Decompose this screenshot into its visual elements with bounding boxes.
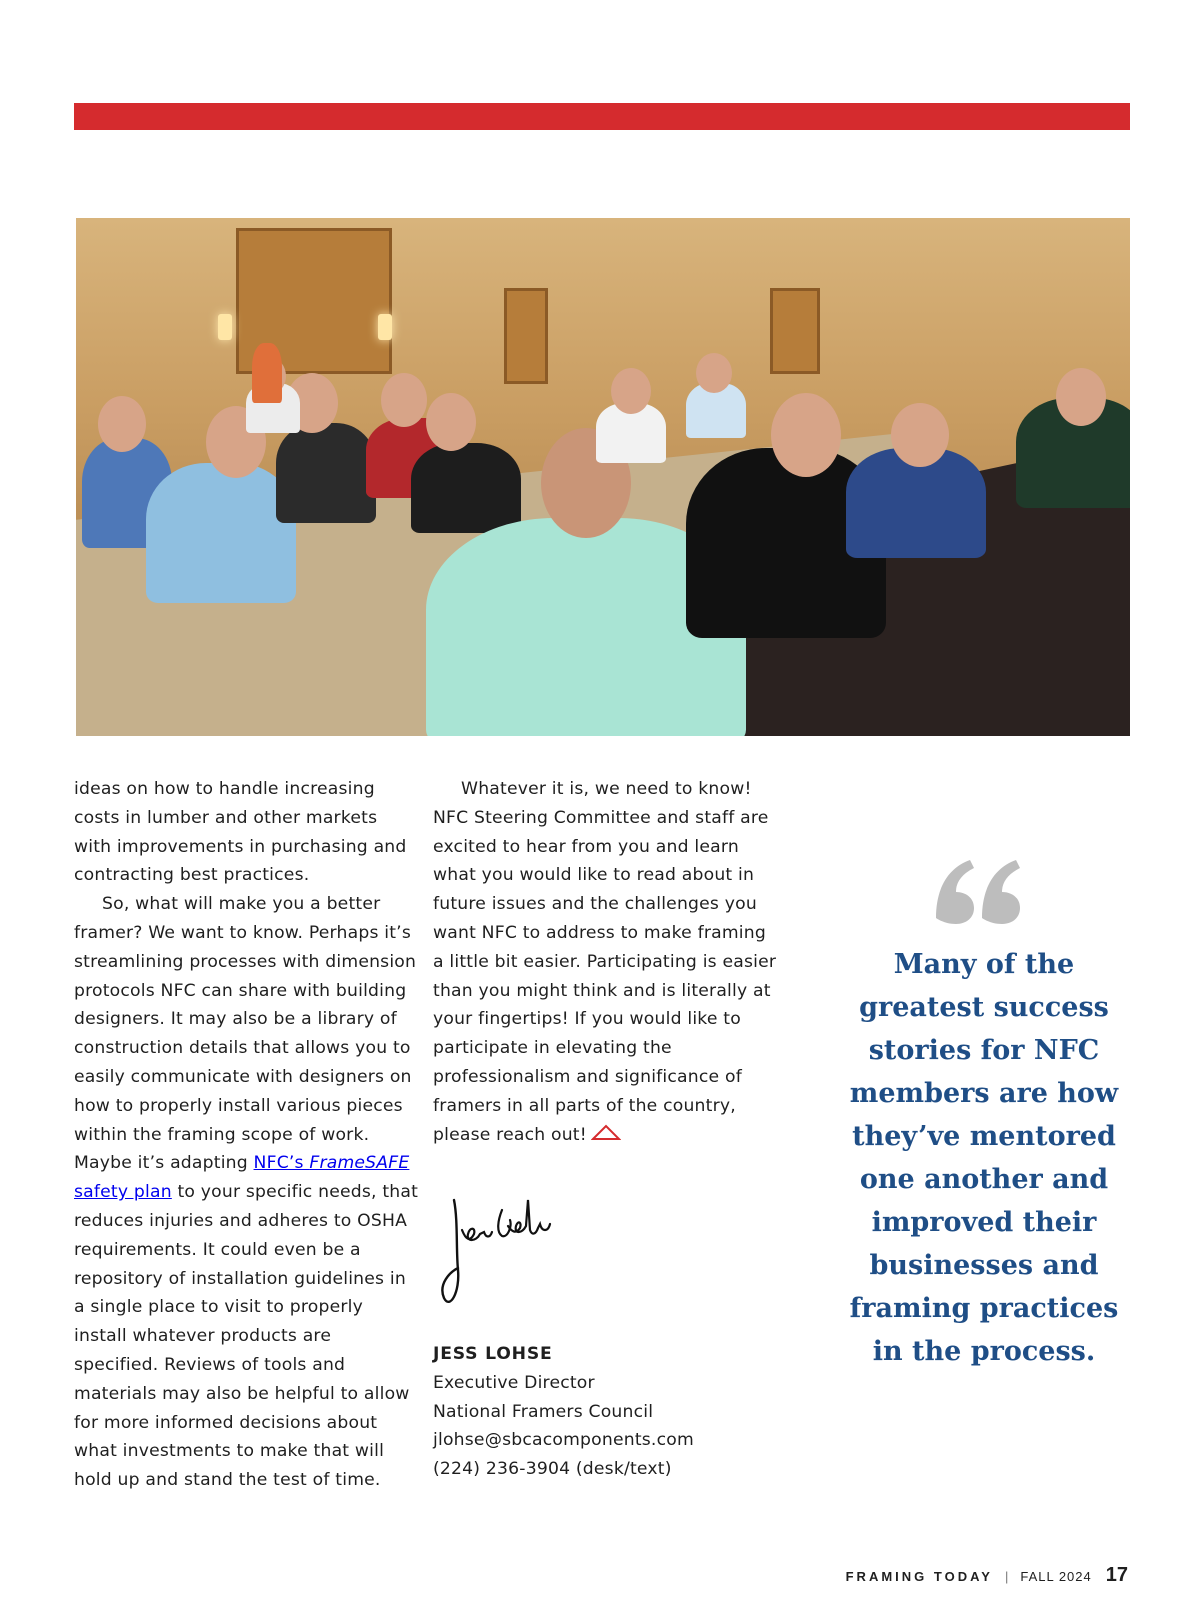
photo-door: [504, 288, 548, 384]
author-name: JESS LOHSE: [433, 1344, 553, 1364]
handwritten-signature: [440, 1180, 560, 1320]
footer-separator: |: [1004, 1569, 1009, 1584]
left-paragraph-2-text: So, what will make you a better framer? We want to know. Perhaps it’s streamlining processes with dimension protocols NFC can share with building designers. It may also be a library of construction details that allows you to easily communicate with designers on how to properly install various pieces within the framing scope of work. Maybe it’s adapting: [74, 894, 417, 1174]
photo-person: [98, 396, 146, 452]
middle-text-column: [433, 775, 778, 1149]
photo-person: [426, 393, 476, 451]
left-paragraph-2: [74, 890, 419, 1495]
left-paragraph-1: ideas on how to handle increasing costs in lumber and other markets with improvements in purchasing and contracting best practices.: [74, 779, 407, 886]
framesafe-link-italic: FrameSAFE: [309, 1153, 410, 1174]
pull-quote: Many of the greatest success stories for NFC members are how they’ve mentored one another and improved their businesses and framing practices in the process.: [849, 949, 1119, 1367]
photo-person: [146, 463, 296, 603]
photo-person: [411, 443, 521, 533]
photo-person: [276, 423, 376, 523]
triangle-end-mark-icon: [591, 1123, 621, 1141]
photo-person: [696, 353, 732, 393]
left-text-column: [74, 775, 419, 1495]
middle-paragraph-1-text: Whatever it is, we need to know! NFC Steering Committee and staff are excited to hear from you and learn what you would like to read about in future issues and the challenges you want NFC to address to make framing a little bit easier. Participating is easier than you might think and is literally at your fingertips! If you would like to participate in elevating the professionalism and significance of framers in all parts of the country, please reach out!: [433, 779, 777, 1145]
photo-wall-lamp: [378, 314, 392, 340]
framesafe-link-part1: NFC’s: [253, 1153, 310, 1174]
photo-person: [252, 343, 282, 403]
quote-mark-icon: [934, 858, 1024, 928]
author-organization: National Framers Council: [433, 1401, 654, 1422]
left-paragraph-2-tail: to your specific needs, that reduces injuries and adheres to OSHA requirements. It could even be a repository of installation guidelines in a single place to visit to properly install whatever products are specified. Reviews of tools and materials may also be helpful to allow for more informed decisions about what investments to make that will hold up and stand the test of time.: [74, 1182, 419, 1491]
framesafe-link-part3: safety plan: [74, 1182, 172, 1203]
photo-person: [1056, 368, 1106, 426]
page-number: 17: [1105, 1564, 1128, 1586]
author-title: Executive Director: [433, 1372, 595, 1393]
photo-person: [891, 403, 949, 467]
middle-paragraph-1: [433, 775, 778, 1149]
photo-door: [770, 288, 820, 374]
photo-person: [771, 393, 841, 477]
magazine-name: FRAMING TODAY: [845, 1569, 993, 1584]
author-email[interactable]: jlohse@sbcacomponents.com: [433, 1430, 694, 1451]
photo-wall-lamp: [218, 314, 232, 340]
page-footer: [846, 1564, 1128, 1587]
author-info: [433, 1340, 694, 1484]
header-color-bar: [74, 103, 1130, 130]
photo-person: [611, 368, 651, 414]
issue-label: FALL 2024: [1020, 1569, 1092, 1584]
photo-person: [381, 373, 427, 427]
author-phone: (224) 236-3904 (desk/text): [433, 1459, 672, 1480]
conference-photo: [76, 218, 1130, 736]
